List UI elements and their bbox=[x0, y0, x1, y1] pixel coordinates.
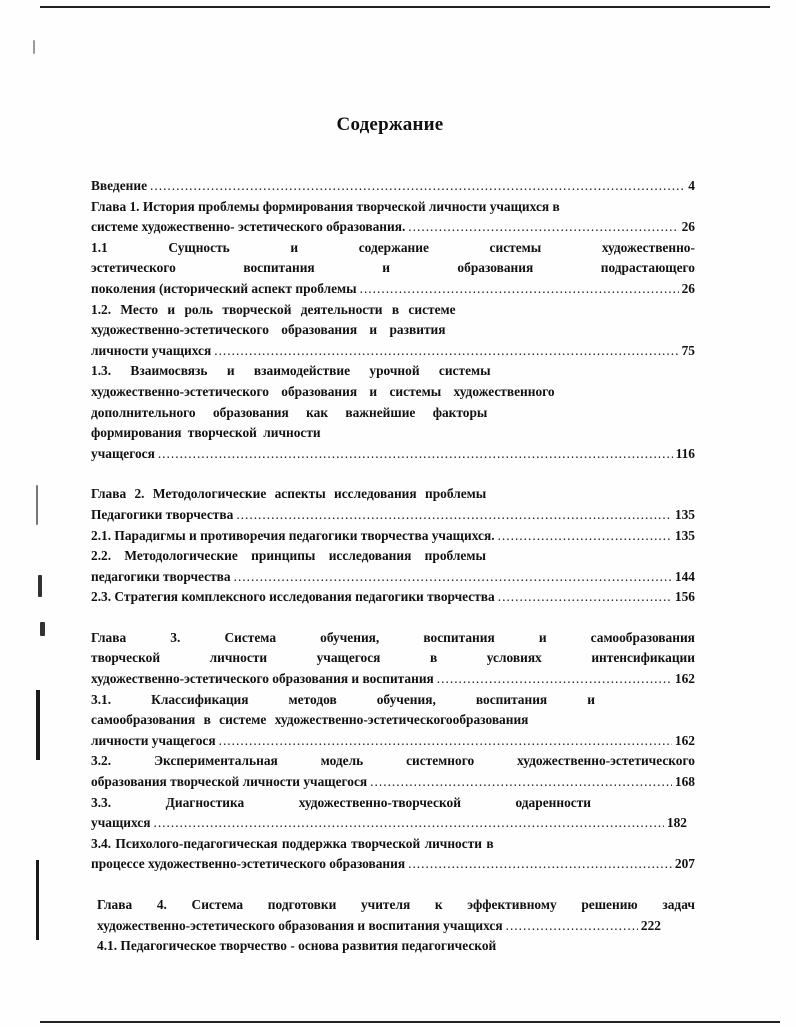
toc-word: учителя bbox=[360, 897, 411, 912]
toc-word: системного bbox=[406, 753, 475, 769]
toc-page-number: 116 bbox=[675, 445, 695, 461]
toc-word: Классификация bbox=[151, 691, 249, 707]
toc-page-number: 156 bbox=[674, 589, 695, 605]
toc-word: Глава bbox=[91, 629, 127, 645]
toc-word: художественно-эстетического bbox=[517, 753, 695, 769]
toc-entry-section-1-2 bbox=[91, 300, 695, 362]
toc-entry-section-3-1 bbox=[91, 690, 695, 752]
toc-word: 4. bbox=[156, 897, 167, 912]
scan-edge-top bbox=[40, 6, 770, 8]
table-of-contents bbox=[91, 176, 695, 957]
toc-word: обучения, bbox=[320, 629, 380, 645]
scan-speck bbox=[38, 575, 42, 597]
toc-entry-text: процессе художественно-эстетического образования bbox=[91, 856, 406, 872]
toc-page-number: 144 bbox=[674, 568, 695, 584]
toc-entry-text: 1.3. Взаимосвязь и взаимодействие урочной системы bbox=[91, 363, 491, 379]
toc-entry-text: формирования творческой личности bbox=[91, 425, 321, 441]
toc-leader-dots bbox=[158, 444, 673, 465]
toc-entry-text: 4.1. Педагогическое творчество - основа развития педагогической bbox=[97, 938, 497, 954]
toc-leader-dots bbox=[370, 772, 672, 793]
toc-word: подрастающего bbox=[600, 260, 695, 276]
scan-margin-mark bbox=[36, 690, 40, 760]
toc-word: и bbox=[538, 629, 547, 645]
scan-edge-bottom bbox=[40, 1021, 780, 1023]
toc-word: 1.1 bbox=[91, 239, 108, 255]
toc-word: системы bbox=[489, 239, 542, 255]
toc-entry-text: 2.1. Парадигмы и противоречия педагогики творчества учащихся. bbox=[91, 527, 495, 543]
toc-entry-section-1-1 bbox=[91, 238, 695, 300]
toc-word: и bbox=[587, 691, 595, 707]
toc-leader-dots bbox=[408, 854, 672, 875]
toc-leader-dots bbox=[219, 731, 672, 752]
toc-word: Сущность bbox=[168, 239, 230, 255]
toc-entry-text: личности учащегося bbox=[91, 732, 216, 748]
toc-word: 3. bbox=[170, 629, 181, 645]
toc-leader-dots bbox=[236, 505, 672, 526]
toc-word: Экспериментальная bbox=[153, 753, 278, 769]
toc-word: образования bbox=[457, 260, 534, 276]
toc-entry-section-2-3 bbox=[91, 587, 695, 608]
toc-page-number: 4 bbox=[688, 178, 695, 193]
toc-page-number: 162 bbox=[674, 671, 695, 687]
toc-word: интенсификации bbox=[591, 650, 695, 666]
toc-word: Глава bbox=[97, 897, 133, 912]
toc-entry-section-3-4 bbox=[91, 834, 695, 875]
toc-word: воспитания bbox=[475, 691, 548, 707]
scan-speck bbox=[33, 40, 35, 54]
toc-word: 3.2. bbox=[91, 753, 112, 769]
toc-entry-text: дополнительного образования как важнейшие факторы bbox=[91, 404, 488, 420]
toc-word: условиях bbox=[486, 650, 542, 666]
toc-entry-text: художественно-эстетического образования и воспитания учащихся bbox=[97, 917, 503, 933]
toc-entry-text: 2.3. Стратегия комплексного исследования педагогики творчества bbox=[91, 589, 495, 605]
scan-margin-mark bbox=[36, 860, 39, 940]
toc-entry-text: Глава 2. Методологические аспекты исследования проблемы bbox=[91, 486, 487, 502]
toc-entry-intro bbox=[91, 176, 695, 197]
toc-word: творческой bbox=[91, 650, 161, 666]
toc-page-number: 168 bbox=[674, 774, 695, 790]
toc-word: модель bbox=[320, 753, 364, 769]
toc-entry-text: Введение bbox=[91, 178, 148, 193]
toc-page-number: 162 bbox=[674, 732, 695, 748]
toc-page-number: 75 bbox=[681, 342, 695, 358]
toc-entry-text: Глава 1. История проблемы формирования творческой личности учащихся в bbox=[91, 198, 560, 214]
toc-word: Диагностика bbox=[165, 794, 245, 810]
toc-word: в bbox=[429, 650, 438, 666]
toc-entry-chapter-3 bbox=[91, 628, 695, 690]
toc-page-number: 182 bbox=[666, 815, 687, 831]
toc-entry-text: педагогики творчества bbox=[91, 568, 231, 584]
toc-word: задач bbox=[662, 897, 695, 912]
page-title: Содержание bbox=[336, 114, 444, 135]
toc-word: воспитания bbox=[243, 260, 315, 276]
toc-entry-text: 2.2. Методологические принципы исследования проблемы bbox=[91, 548, 486, 564]
toc-leader-dots bbox=[214, 341, 678, 362]
toc-leader-dots bbox=[408, 217, 678, 238]
toc-entry-text: системе художественно- эстетического образования. bbox=[91, 219, 406, 235]
toc-leader-dots bbox=[360, 279, 679, 300]
toc-entry-section-4-1 bbox=[97, 936, 695, 957]
toc-word: обучения, bbox=[376, 691, 436, 707]
toc-leader-dots bbox=[506, 916, 638, 937]
toc-page-number: 26 bbox=[681, 219, 695, 235]
toc-word: подготовки bbox=[267, 897, 337, 912]
toc-entry-text: 1.2. Место и роль творческой деятельности в системе bbox=[91, 301, 456, 317]
toc-entry-text: образования творческой личности учащегося bbox=[91, 774, 368, 790]
toc-word: содержание bbox=[358, 239, 429, 255]
toc-leader-dots bbox=[153, 813, 663, 834]
toc-leader-dots bbox=[498, 526, 672, 547]
toc-entry-section-3-3 bbox=[91, 793, 695, 834]
toc-word: одаренности bbox=[515, 794, 591, 810]
toc-entry-text: Педагогики творчества bbox=[91, 506, 234, 522]
scan-speck bbox=[36, 485, 38, 525]
toc-entry-text: художественно-эстетического образования и воспитания bbox=[91, 671, 434, 687]
toc-word: личности bbox=[209, 650, 268, 666]
toc-word: эстетического bbox=[91, 260, 176, 276]
toc-entry-chapter-4 bbox=[97, 895, 695, 936]
toc-page-number: 135 bbox=[674, 527, 695, 543]
scan-speck bbox=[40, 622, 45, 636]
toc-entry-text: учащихся bbox=[91, 815, 151, 831]
toc-leader-dots bbox=[437, 669, 672, 690]
toc-word: эффективному bbox=[467, 897, 557, 912]
toc-word: самообразования bbox=[590, 629, 695, 645]
toc-word: 3.1. bbox=[91, 691, 112, 707]
toc-leader-dots bbox=[498, 587, 672, 608]
toc-entry-text: художественно-эстетического образования и системы художественного bbox=[91, 383, 555, 399]
toc-entry-chapter-2 bbox=[91, 484, 695, 525]
toc-word: учащегося bbox=[316, 650, 381, 666]
toc-entry-text: художественно-эстетического образования и развития bbox=[91, 322, 446, 338]
toc-page-number: 222 bbox=[640, 917, 661, 933]
toc-word: воспитания bbox=[423, 629, 495, 645]
toc-page-number: 135 bbox=[674, 506, 695, 522]
toc-entry-section-2-1 bbox=[91, 526, 695, 547]
toc-word: Система bbox=[224, 629, 277, 645]
toc-word: решению bbox=[581, 897, 638, 912]
toc-page-number: 26 bbox=[681, 280, 695, 296]
toc-word: и bbox=[382, 260, 390, 276]
toc-entry-chapter-1 bbox=[91, 197, 695, 238]
toc-leader-dots bbox=[150, 176, 685, 197]
toc-entry-text: 3.4. Психолого-педагогическая поддержка творческой личности в bbox=[91, 835, 494, 851]
toc-page-number: 207 bbox=[674, 856, 695, 872]
toc-word: к bbox=[434, 897, 443, 912]
toc-entry-text: поколения (исторический аспект проблемы bbox=[91, 280, 357, 296]
toc-leader-dots bbox=[234, 567, 672, 588]
toc-entry-section-2-2 bbox=[91, 546, 695, 587]
toc-word: 3.3. bbox=[91, 794, 112, 810]
toc-entry-text: самообразования в системе художественно-эстетическогообразования bbox=[91, 712, 529, 728]
toc-word: художественно-творческой bbox=[298, 794, 461, 810]
toc-word: художественно- bbox=[601, 239, 695, 255]
toc-word: и bbox=[290, 239, 299, 255]
toc-entry-section-1-3 bbox=[91, 361, 695, 464]
toc-word: методов bbox=[288, 691, 337, 707]
toc-word: Система bbox=[191, 897, 244, 912]
toc-entry-text: личности учащихся bbox=[91, 342, 212, 358]
toc-entry-section-3-2 bbox=[91, 751, 695, 792]
toc-entry-text: учащегося bbox=[91, 445, 155, 461]
